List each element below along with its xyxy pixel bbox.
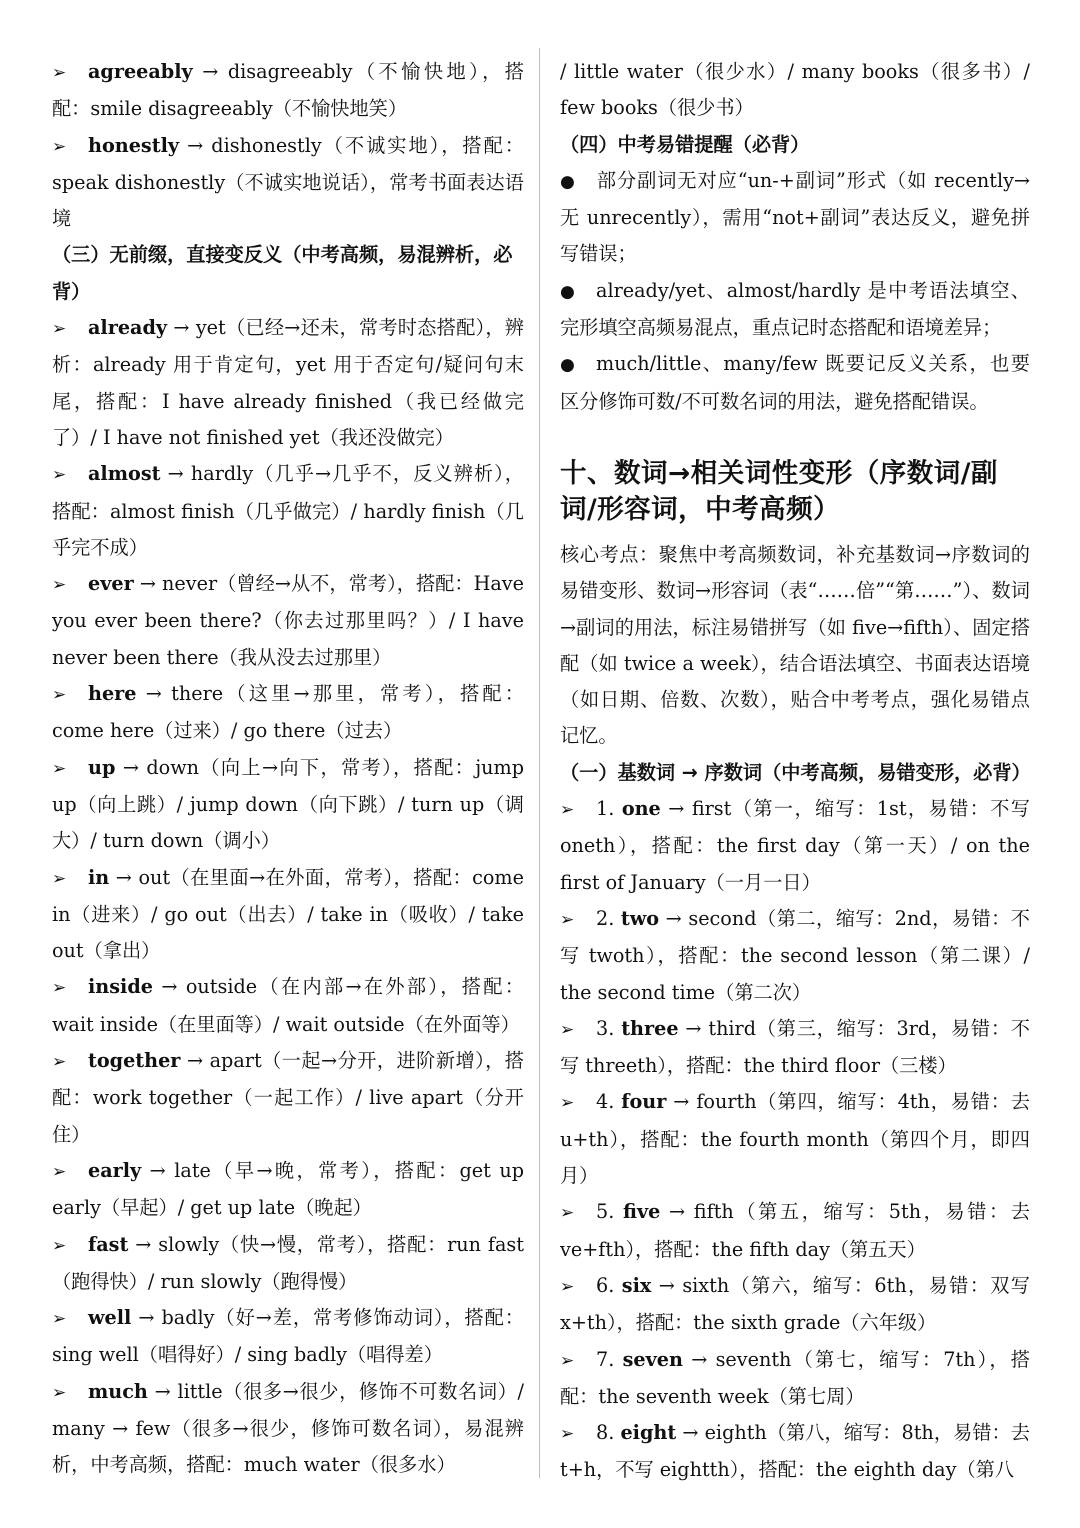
arrow-bullet-icon: ➢ <box>52 758 67 779</box>
vocab-entry <box>52 128 524 238</box>
arrow-bullet-icon: ➢ <box>52 868 67 889</box>
vocab-entry <box>52 1043 524 1153</box>
entry-text: → second（第二，缩写：2nd，易错：不写 twoth），搭配：the second lesson（第二课）/ the second time（第二次） <box>560 906 1030 1004</box>
ordinal-entry <box>560 1268 1030 1342</box>
entry-number: 6. <box>596 1273 615 1297</box>
arrow-bullet-icon: ➢ <box>560 1203 575 1224</box>
entry-number: 3. <box>596 1016 615 1040</box>
section-heading-1: （一）基数词 → 序数词（中考高频，易错变形，必背） <box>560 760 1031 784</box>
arrow-bullet-icon: ➢ <box>52 136 67 157</box>
entry-text: → slowly（快→慢，常考），搭配：run fast（跑得快）/ run slowly（跑得慢） <box>52 1232 524 1293</box>
entry-word: five <box>623 1200 661 1224</box>
arrow-bullet-icon: ➢ <box>52 978 67 999</box>
entry-text: → badly（好→差，常考修饰动词），搭配：sing well（唱得好）/ sing badly（唱得差） <box>52 1306 524 1367</box>
entry-text: → seventh（第七，缩写：7th），搭配：the seventh week（第七周） <box>560 1347 1030 1408</box>
entry-text: → sixth（第六，缩写：6th，易错：双写 x+th），搭配：the sixth grade（六年级） <box>560 1273 1030 1335</box>
tip-text: 部分副词无对应“un-+副词”形式（如 recently→无 unrecently），需用“not+副词”表达反义，避免拼写错误； <box>560 168 1030 266</box>
ordinal-entry <box>560 1084 1030 1194</box>
entry-word: in <box>88 865 110 889</box>
entry-word: six <box>621 1273 652 1297</box>
entry-text: → fourth（第四，缩写：4th，易错：去 u+th），搭配：the fourth month（第四个月，即四月） <box>560 1090 1030 1188</box>
bullet-dot-icon: ● <box>560 281 575 302</box>
entry-number: 8. <box>596 1421 615 1445</box>
entry-text: → third（第三，缩写：3rd，易错：不写 threeth），搭配：the third floor（三楼） <box>560 1016 1030 1078</box>
entry-text: → out（在里面→在外面，常考），搭配：come in（进来）/ go out（出去）/ take in（吸收）/ take out（拿出） <box>52 865 524 963</box>
entry-word: almost <box>88 462 161 486</box>
vocab-entry <box>52 750 524 860</box>
ordinal-list <box>560 791 1030 1489</box>
vocab-entry <box>52 676 524 750</box>
entry-text: → outside（在内部→在外部），搭配：wait inside（在里面等）/ wait outside（在外面等） <box>52 975 524 1036</box>
bullet-dot-icon: ● <box>560 355 575 376</box>
arrow-bullet-icon: ➢ <box>52 465 67 486</box>
arrow-bullet-icon: ➢ <box>560 1093 575 1114</box>
arrow-bullet-icon: ➢ <box>560 1350 575 1371</box>
column-divider <box>539 48 540 1478</box>
arrow-bullet-icon: ➢ <box>52 1052 67 1073</box>
ordinal-entry <box>560 1194 1030 1268</box>
right-column <box>560 54 1030 1489</box>
entry-word: much <box>88 1379 148 1403</box>
section-heading-4: （四）中考易错提醒（必背） <box>560 132 810 156</box>
tip-item <box>560 273 1030 347</box>
bullet-dot-icon: ● <box>560 171 575 192</box>
vocab-entry <box>52 54 524 128</box>
entry-word: one <box>621 797 661 821</box>
entry-text: → down（向上→向下，常考），搭配：jump up（向上跳）/ jump down（向下跳）/ turn up（调大）/ turn down（调小） <box>52 755 524 853</box>
entry-text: → hardly（几乎→几乎不，反义辨析），搭配：almost finish（几乎做完）/ hardly finish（几乎完不成） <box>52 462 524 559</box>
entry-word: four <box>621 1090 667 1114</box>
arrow-bullet-icon: ➢ <box>560 1424 575 1445</box>
tips-list <box>560 163 1030 420</box>
entry-word: ever <box>88 572 134 596</box>
entry-text: → never（曾经→从不，常考），搭配：Have you ever been there?（你去过那里吗？）/ I have never been there（我从没去过那里） <box>52 572 524 669</box>
entry-text: → little（很多→很少，修饰不可数名词）/ many → few（很多→很少，修饰可数名词），易混辨析，中考高频，搭配：much water（很多水） <box>52 1379 524 1477</box>
entry-word: here <box>88 682 137 706</box>
arrow-bullet-icon: ➢ <box>52 1235 67 1256</box>
entry-number: 4. <box>596 1090 615 1114</box>
entry-text: → there（这里→那里，常考），搭配：come here（过来）/ go there（过去） <box>52 682 524 743</box>
ordinal-entry <box>560 901 1030 1011</box>
entry-word: agreeably <box>88 60 193 83</box>
arrow-bullet-icon: ➢ <box>52 1382 67 1403</box>
ordinal-entry <box>560 791 1030 901</box>
tip-text: already/yet、almost/hardly 是中考语法填空、完形填空高频易混点，重点记时态搭配和语境差异； <box>560 278 1030 340</box>
section-heading-3: （三）无前缀，直接变反义（中考高频，易混辨析，必背） <box>52 243 513 303</box>
arrow-bullet-icon: ➢ <box>560 909 575 930</box>
core-points: 核心考点：聚焦中考高频数词，补充基数词→序数词的易错变形、数词→形容词（表“……倍”“第……”）、数词→副词的用法，标注易错拼写（如 five→fifth）、固定搭配（如 twice a week），结合语法填空、书面表达语境（如日期、倍数、次数），贴合中考考点，强化易错点记忆。 <box>560 542 1030 748</box>
entry-word: early <box>88 1158 142 1182</box>
arrow-bullet-icon: ➢ <box>52 319 67 340</box>
vocab-entry <box>52 1227 524 1301</box>
tip-text: much/little、many/few 既要记反义关系，也要区分修饰可数/不可数名词的用法，避免搭配错误。 <box>560 352 1030 413</box>
entry-word: three <box>621 1016 679 1040</box>
entry-word: well <box>88 1306 132 1330</box>
entry-word: eight <box>620 1421 677 1445</box>
entry-text: → eighth（第八，缩写：8th，易错：去 t+h，不写 eightth），搭配：the eighth day（第八 <box>560 1421 1030 1482</box>
entry-number: 1. <box>596 797 615 821</box>
arrow-bullet-icon: ➢ <box>560 800 575 821</box>
entry-text: → first（第一，缩写：1st，易错：不写 oneth），搭配：the first day（第一天）/ on the first of January（一月一日） <box>560 797 1030 894</box>
entry-text: → disagreeably（不愉快地），搭配：smile disagreeably（不愉快地笑） <box>52 60 524 121</box>
arrow-bullet-icon: ➢ <box>52 685 67 706</box>
entry-text: → fifth（第五，缩写：5th，易错：去 ve+fth），搭配：the fifth day（第五天） <box>560 1200 1030 1261</box>
entry-text: → yet（已经→还未，常考时态搭配），辨析：already 用于肯定句，yet 用于否定句/疑问句末尾，搭配：I have already finished（我已经做完了）/ I have not finished yet（我还没做完） <box>52 316 524 449</box>
entry-word: already <box>88 316 168 340</box>
vocab-entry <box>52 860 524 970</box>
ordinal-entry <box>560 1415 1030 1489</box>
entry-word: inside <box>88 975 153 999</box>
vocab-entry <box>52 969 524 1043</box>
entry-text: → apart（一起→分开，进阶新增），搭配：work together（一起工作）/ live apart（分开住） <box>52 1049 524 1146</box>
tip-item <box>560 346 1030 420</box>
vocab-entry <box>52 1153 524 1227</box>
entry-word: seven <box>622 1347 683 1371</box>
entry-text: → dishonestly（不诚实地），搭配：speak dishonestly（不诚实地说话），常考书面表达语境 <box>52 133 524 231</box>
section-title: 十、数词→相关词性变形（序数词/副词/形容词，中考高频） <box>560 457 998 526</box>
arrow-bullet-icon: ➢ <box>560 1019 575 1040</box>
continuation-text: / little water（很少水）/ many books（很多书）/ few books（很少书） <box>560 60 1030 120</box>
entry-word: up <box>88 755 116 779</box>
left-column <box>52 54 524 1484</box>
ordinal-entry <box>560 1011 1030 1085</box>
entry-number: 7. <box>596 1347 615 1371</box>
vocab-entry <box>52 310 524 456</box>
arrow-bullet-icon: ➢ <box>52 63 67 83</box>
arrow-bullet-icon: ➢ <box>52 575 67 596</box>
arrow-bullet-icon: ➢ <box>560 1276 575 1297</box>
vocab-entry <box>52 1374 524 1484</box>
arrow-bullet-icon: ➢ <box>52 1309 67 1330</box>
tip-item <box>560 163 1030 273</box>
entry-word: two <box>620 906 660 930</box>
ordinal-entry <box>560 1342 1030 1416</box>
entry-word: honestly <box>88 133 180 157</box>
vocab-entry <box>52 456 524 566</box>
entry-text: → late（早→晚，常考），搭配：get up early（早起）/ get up late（晚起） <box>52 1158 524 1220</box>
arrow-bullet-icon: ➢ <box>52 1161 67 1182</box>
entry-number: 2. <box>596 906 615 930</box>
entry-word: together <box>88 1049 181 1073</box>
vocab-entry <box>52 1300 524 1374</box>
vocab-entry <box>52 566 524 676</box>
entry-number: 5. <box>596 1200 615 1224</box>
entry-word: fast <box>88 1232 129 1256</box>
